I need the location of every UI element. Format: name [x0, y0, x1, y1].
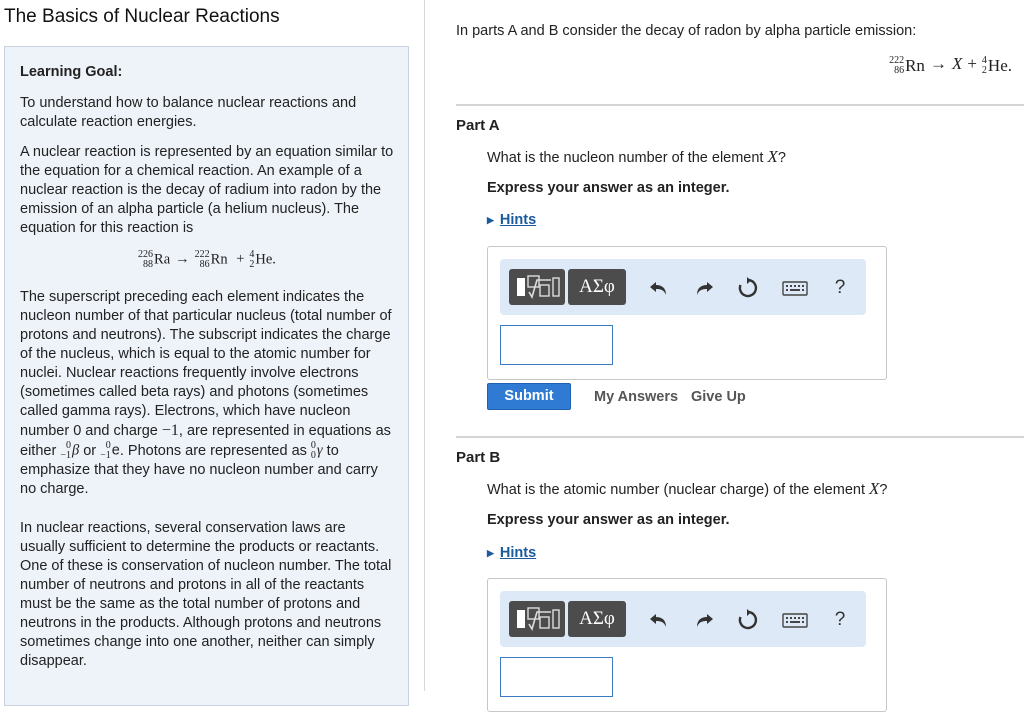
part-b-divider	[456, 436, 1024, 438]
radium-nuclide: 226 88 Ra	[138, 249, 171, 270]
part-a-math-toolbar	[500, 259, 866, 315]
part-a-instructions: Express your answer as an integer.	[487, 180, 730, 196]
reset-icon[interactable]	[736, 608, 760, 632]
my-answers-button[interactable]: My Answers	[594, 389, 679, 405]
left-panel	[0, 0, 424, 691]
redo-icon[interactable]	[692, 276, 716, 300]
reaction-arrow: →	[175, 251, 190, 268]
templates-icon	[509, 269, 565, 305]
radon-nuclide: 222 86 Rn	[194, 249, 228, 270]
help-icon[interactable]: ?	[834, 277, 846, 298]
learning-goal-panel	[4, 46, 409, 706]
goal-paragraph-3: The superscript preceding each element indicates the nucleon number of that particular nucleus (total number of protons and neutrons). The subscript indicates the charge of the nucleus, which is equal to the atomic number for nuclei. Nuclear reactions frequently involve electrons (sometimes called beta rays) and photons (sometimes called gamma rays). Electrons, which have nucleon number 0 and charge −1, are represented in equations as either 0 −1 β or 0 −1 e. Photons are represented as 0 0 γ to emphasize that they have no nucleon number and carry no charge.	[20, 289, 392, 497]
templates-icon	[509, 601, 565, 637]
learning-goal-heading: Learning Goal:	[20, 64, 123, 80]
part-b-math-toolbar	[500, 591, 866, 647]
expand-triangle-icon: ▶	[487, 548, 494, 558]
radon-decay-equation: 222 86 Rn → X + 4 2 He.	[889, 54, 1012, 76]
goal-paragraph-4: In nuclear reactions, several conservation laws are usually sufficient to determine the products or reactants. One of these is conservation of nucleon number. The total number of neutrons and protons in all of the reactants must be the same as the total number of protons and neutrons in the products. Although protons and neutrons sometimes change into one another, neither can simply disappear.	[20, 520, 392, 669]
templates-button[interactable]	[509, 601, 565, 637]
undo-icon[interactable]	[647, 608, 671, 632]
greek-symbols-button[interactable]: ΑΣφ	[568, 601, 626, 637]
undo-icon[interactable]	[647, 276, 671, 300]
part-a-label: Part A	[456, 117, 500, 134]
part-b-label: Part B	[456, 449, 501, 466]
part-a-hints-link[interactable]: ▶ Hints	[487, 212, 537, 228]
submit-button[interactable]: Submit	[487, 383, 571, 410]
part-b-hints-link[interactable]: ▶ Hints	[487, 545, 537, 561]
part-b-instructions: Express your answer as an integer.	[487, 512, 730, 528]
keyboard-icon[interactable]	[781, 608, 809, 632]
parts-intro-text: In parts A and B consider the decay of radon by alpha particle emission:	[456, 23, 917, 39]
expand-triangle-icon: ▶	[487, 215, 494, 225]
templates-button[interactable]	[509, 269, 565, 305]
goal-paragraph-2: A nuclear reaction is represented by an equation similar to the equation for a chemical reaction. An example of a nuclear reaction is the decay of radium into radon by the emission of an alpha particle (a helium nucleus). The equation for this reaction is	[20, 144, 394, 236]
helium-nuclide: 4 2 He.	[249, 249, 276, 270]
plus-sign: +	[236, 251, 245, 268]
goal-paragraph-1: To understand how to balance nuclear reactions and calculate reaction energies.	[20, 95, 357, 130]
part-b-answer-input[interactable]	[500, 657, 613, 697]
part-b-question: What is the atomic number (nuclear charge) of the element X?	[487, 479, 888, 498]
page-title: The Basics of Nuclear Reactions	[4, 6, 280, 27]
beta-symbol: 0 −1 β	[60, 440, 80, 461]
redo-icon[interactable]	[692, 608, 716, 632]
part-a-divider	[456, 104, 1024, 106]
give-up-button[interactable]: Give Up	[691, 389, 746, 405]
part-a-answer-input[interactable]	[500, 325, 613, 365]
right-panel	[425, 0, 1024, 691]
part-a-question: What is the nucleon number of the element X?	[487, 147, 786, 166]
part-a-answer-box	[487, 246, 887, 380]
reset-icon[interactable]	[736, 276, 760, 300]
part-b-answer-box	[487, 578, 887, 712]
greek-symbols-button[interactable]: ΑΣφ	[568, 269, 626, 305]
help-icon[interactable]: ?	[834, 609, 846, 630]
keyboard-icon[interactable]	[781, 276, 809, 300]
gamma-symbol: 0 0 γ	[310, 440, 323, 461]
electron-symbol: 0 −1 e	[100, 440, 120, 461]
radium-decay-equation	[20, 250, 394, 270]
